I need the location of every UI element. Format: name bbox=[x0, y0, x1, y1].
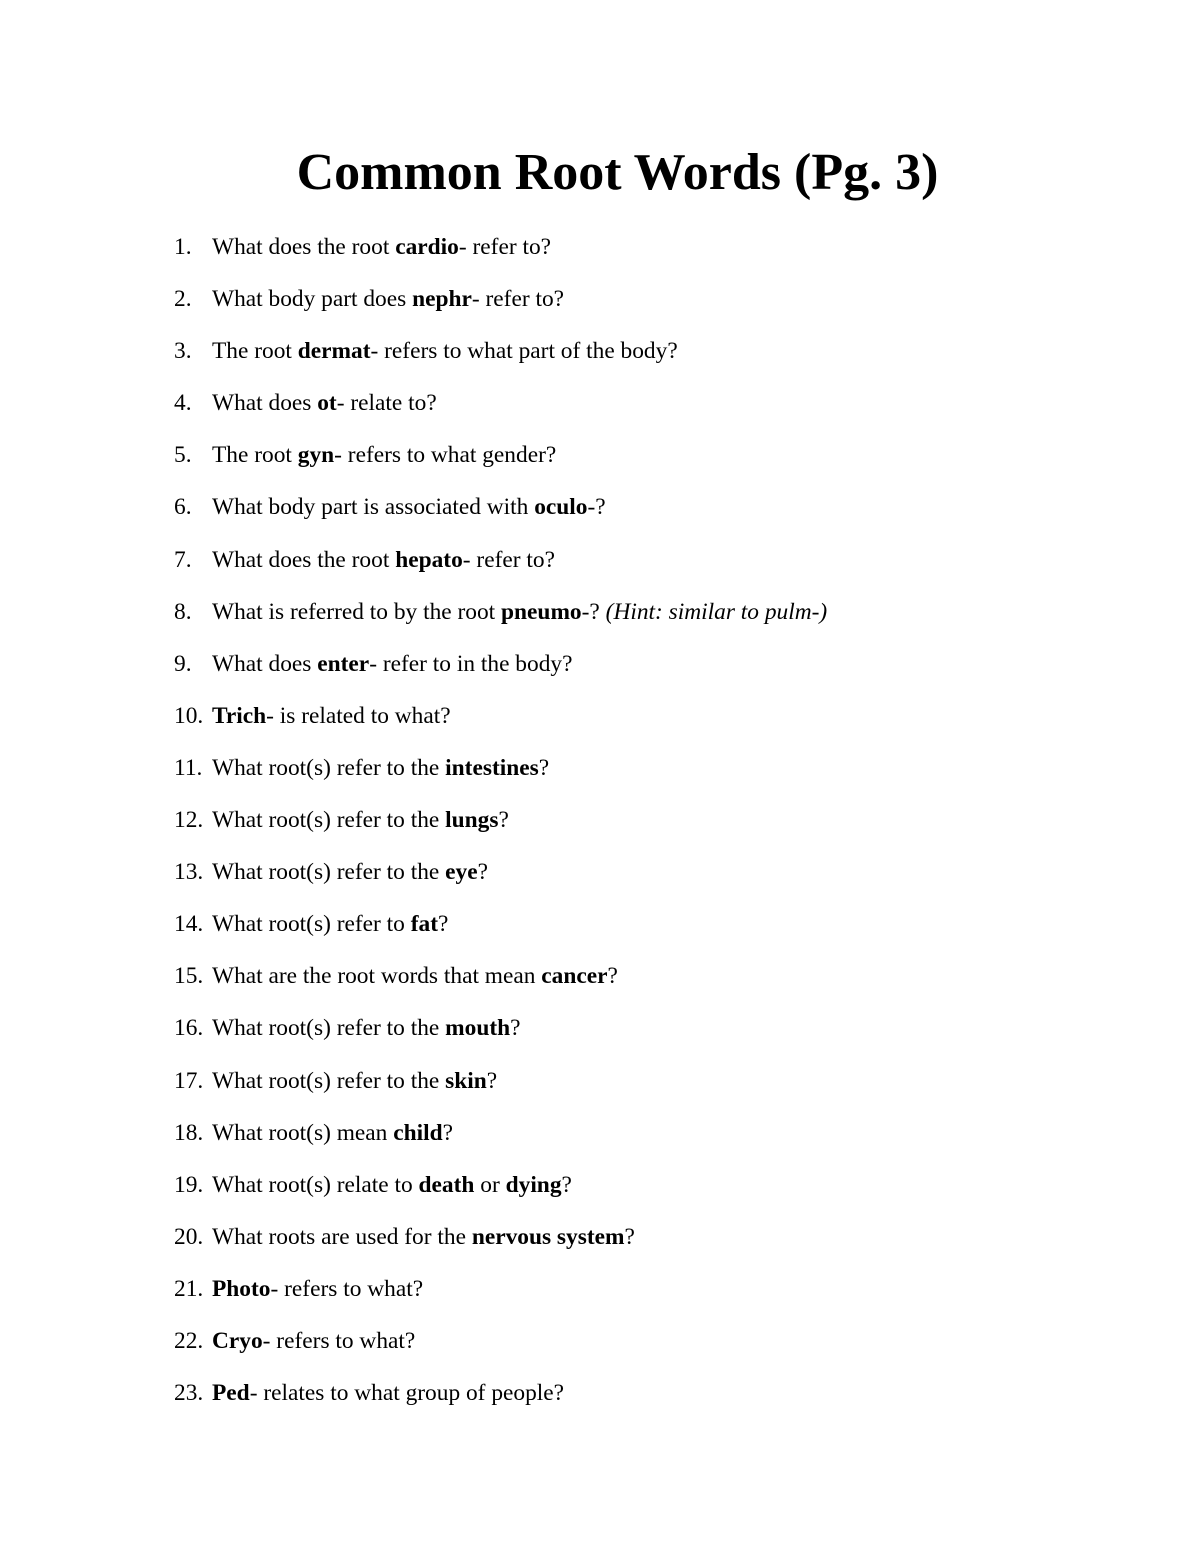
question-text-segment: What root(s) refer to the bbox=[212, 1067, 446, 1094]
question-text-segment: ? bbox=[498, 807, 509, 834]
question-item bbox=[0, 1065, 1200, 1117]
root-term: oculo bbox=[534, 494, 588, 521]
question-text-segment: - relate to? bbox=[336, 390, 437, 417]
question-number: 19. bbox=[174, 1171, 204, 1198]
question-text-segment: What body part is associated with bbox=[212, 494, 535, 521]
question-number: 4. bbox=[174, 390, 192, 417]
question-item bbox=[0, 960, 1200, 1012]
question-text bbox=[212, 1325, 415, 1357]
question-item bbox=[0, 439, 1200, 491]
question-text bbox=[212, 1273, 423, 1305]
question-text-segment: ? bbox=[607, 963, 618, 990]
page-title: Common Root Words (Pg. 3) bbox=[296, 144, 939, 201]
question-item bbox=[0, 1012, 1200, 1064]
question-item bbox=[0, 596, 1200, 648]
question-item bbox=[0, 1221, 1200, 1273]
question-number: 2. bbox=[174, 286, 192, 313]
root-term: death bbox=[418, 1171, 475, 1198]
question-number: 3. bbox=[174, 338, 192, 365]
root-term: intestines bbox=[445, 754, 539, 781]
root-term: cardio bbox=[395, 234, 459, 260]
question-text-segment: - refer to in the body? bbox=[369, 650, 573, 677]
question-text-segment: ? bbox=[561, 1171, 572, 1198]
root-term: fat bbox=[410, 911, 439, 938]
question-text bbox=[212, 1221, 635, 1253]
question-number: 7. bbox=[174, 546, 192, 573]
question-text bbox=[212, 960, 618, 992]
question-number: 14. bbox=[174, 911, 204, 938]
question-text bbox=[212, 439, 556, 471]
question-number: 8. bbox=[174, 598, 192, 625]
question-text-segment: - relates to what group of people? bbox=[249, 1380, 565, 1407]
root-term: hepato bbox=[395, 546, 463, 573]
question-item bbox=[0, 335, 1200, 387]
question-number: 10. bbox=[174, 702, 204, 729]
question-item bbox=[0, 908, 1200, 960]
question-number: 11. bbox=[174, 754, 203, 781]
question-list bbox=[0, 231, 1200, 1429]
question-text bbox=[212, 387, 437, 419]
question-text-segment: - refers to what? bbox=[270, 1275, 424, 1302]
question-text bbox=[212, 544, 555, 576]
question-text-segment: -? bbox=[587, 494, 606, 521]
question-number: 15. bbox=[174, 963, 204, 990]
question-text-segment: - refers to what part of the body? bbox=[370, 338, 678, 365]
root-term: eye bbox=[445, 859, 478, 886]
root-term: Ped bbox=[212, 1380, 250, 1407]
root-term: lungs bbox=[445, 807, 499, 834]
question-text-segment: What root(s) refer to the bbox=[212, 1015, 446, 1042]
question-item bbox=[0, 283, 1200, 335]
question-text-segment: What roots are used for the bbox=[212, 1223, 472, 1250]
question-number: 23. bbox=[174, 1380, 204, 1407]
question-number: 20. bbox=[174, 1223, 204, 1250]
question-text-segment: or bbox=[474, 1171, 506, 1198]
question-number: 17. bbox=[174, 1067, 204, 1094]
question-item bbox=[0, 544, 1200, 596]
question-text-segment: The root bbox=[212, 442, 298, 469]
question-text bbox=[212, 648, 572, 680]
question-text-segment: What is referred to by the root bbox=[212, 598, 502, 625]
question-item bbox=[0, 856, 1200, 908]
question-item bbox=[0, 1169, 1200, 1221]
question-item bbox=[0, 231, 1200, 283]
question-text bbox=[212, 856, 488, 888]
question-text-segment: - refer to? bbox=[471, 286, 565, 313]
question-text-segment: ? bbox=[438, 911, 449, 938]
question-number: 6. bbox=[174, 494, 192, 521]
question-item bbox=[0, 491, 1200, 543]
root-term: cancer bbox=[541, 963, 608, 990]
question-text-segment: - refer to? bbox=[462, 546, 555, 573]
question-number: 9. bbox=[174, 650, 192, 677]
root-term: pneumo bbox=[501, 598, 582, 625]
question-text-segment: ? bbox=[442, 1119, 454, 1146]
question-item bbox=[0, 1273, 1200, 1325]
question-number: 21. bbox=[174, 1275, 204, 1302]
hint-text: (Hint: similar to pulm-) bbox=[605, 598, 828, 625]
question-text bbox=[212, 700, 451, 732]
question-number: 13. bbox=[174, 859, 204, 886]
question-text bbox=[212, 752, 549, 784]
question-text-segment: What root(s) relate to bbox=[212, 1171, 419, 1198]
question-text-segment: What root(s) mean bbox=[212, 1119, 394, 1146]
root-term: skin bbox=[445, 1067, 487, 1094]
question-text-segment: - refers to what? bbox=[262, 1327, 416, 1354]
root-term: gyn bbox=[297, 442, 335, 469]
root-term: mouth bbox=[445, 1015, 511, 1042]
root-term: dermat bbox=[297, 338, 371, 365]
root-term: child bbox=[393, 1119, 443, 1146]
question-text-segment: What root(s) refer to bbox=[212, 911, 411, 938]
root-term: Photo bbox=[212, 1275, 271, 1302]
question-text-segment: What root(s) refer to the bbox=[212, 754, 446, 781]
question-text-segment: What root(s) refer to the bbox=[212, 859, 446, 886]
question-text bbox=[212, 1377, 564, 1409]
question-text-segment: ? bbox=[477, 859, 489, 886]
question-text-segment: ? bbox=[510, 1015, 521, 1042]
question-text-segment: - refer to? bbox=[458, 234, 552, 260]
question-text-segment: - is related to what? bbox=[266, 702, 451, 729]
question-text-segment: ? bbox=[486, 1067, 498, 1094]
question-text bbox=[212, 1117, 453, 1149]
question-text bbox=[212, 231, 551, 263]
question-item bbox=[0, 700, 1200, 752]
question-text-segment: What does the root bbox=[212, 546, 396, 573]
question-item bbox=[0, 648, 1200, 700]
question-text bbox=[212, 335, 678, 367]
question-text bbox=[212, 596, 827, 628]
question-number: 16. bbox=[174, 1015, 204, 1042]
question-text-segment: What does the root bbox=[212, 234, 396, 260]
question-text bbox=[212, 1012, 521, 1044]
root-term: nervous system bbox=[471, 1223, 625, 1250]
question-text bbox=[212, 804, 509, 836]
question-text bbox=[212, 1169, 572, 1201]
question-number: 5. bbox=[174, 442, 192, 469]
root-term: Cryo bbox=[212, 1327, 263, 1354]
question-text-segment: What does bbox=[212, 650, 318, 677]
question-text-segment: What body part does bbox=[212, 286, 413, 313]
question-text-segment: ? bbox=[624, 1223, 635, 1250]
question-text-segment: What root(s) refer to the bbox=[212, 807, 446, 834]
root-term: dying bbox=[505, 1171, 562, 1198]
question-number: 18. bbox=[174, 1119, 204, 1146]
question-text bbox=[212, 283, 564, 315]
question-item bbox=[0, 387, 1200, 439]
question-item bbox=[0, 1377, 1200, 1429]
question-text-segment: What are the root words that mean bbox=[212, 963, 542, 990]
root-term: nephr bbox=[412, 286, 472, 313]
question-number: 22. bbox=[174, 1327, 204, 1354]
question-text bbox=[212, 1065, 497, 1097]
question-text-segment: - refers to what gender? bbox=[334, 442, 557, 469]
root-term: ot bbox=[317, 390, 337, 417]
question-text-segment: What does bbox=[212, 390, 318, 417]
question-text-segment: The root bbox=[212, 338, 298, 365]
question-text-segment: ? bbox=[538, 754, 550, 781]
question-text bbox=[212, 491, 606, 523]
question-item bbox=[0, 1117, 1200, 1169]
question-item bbox=[0, 1325, 1200, 1377]
question-text bbox=[212, 908, 448, 940]
root-term: enter bbox=[317, 650, 370, 677]
question-text-segment: -? bbox=[581, 598, 606, 625]
question-item bbox=[0, 752, 1200, 804]
question-item bbox=[0, 804, 1200, 856]
question-number: 1. bbox=[174, 234, 192, 260]
question-number: 12. bbox=[174, 807, 204, 834]
root-term: Trich bbox=[212, 702, 267, 729]
